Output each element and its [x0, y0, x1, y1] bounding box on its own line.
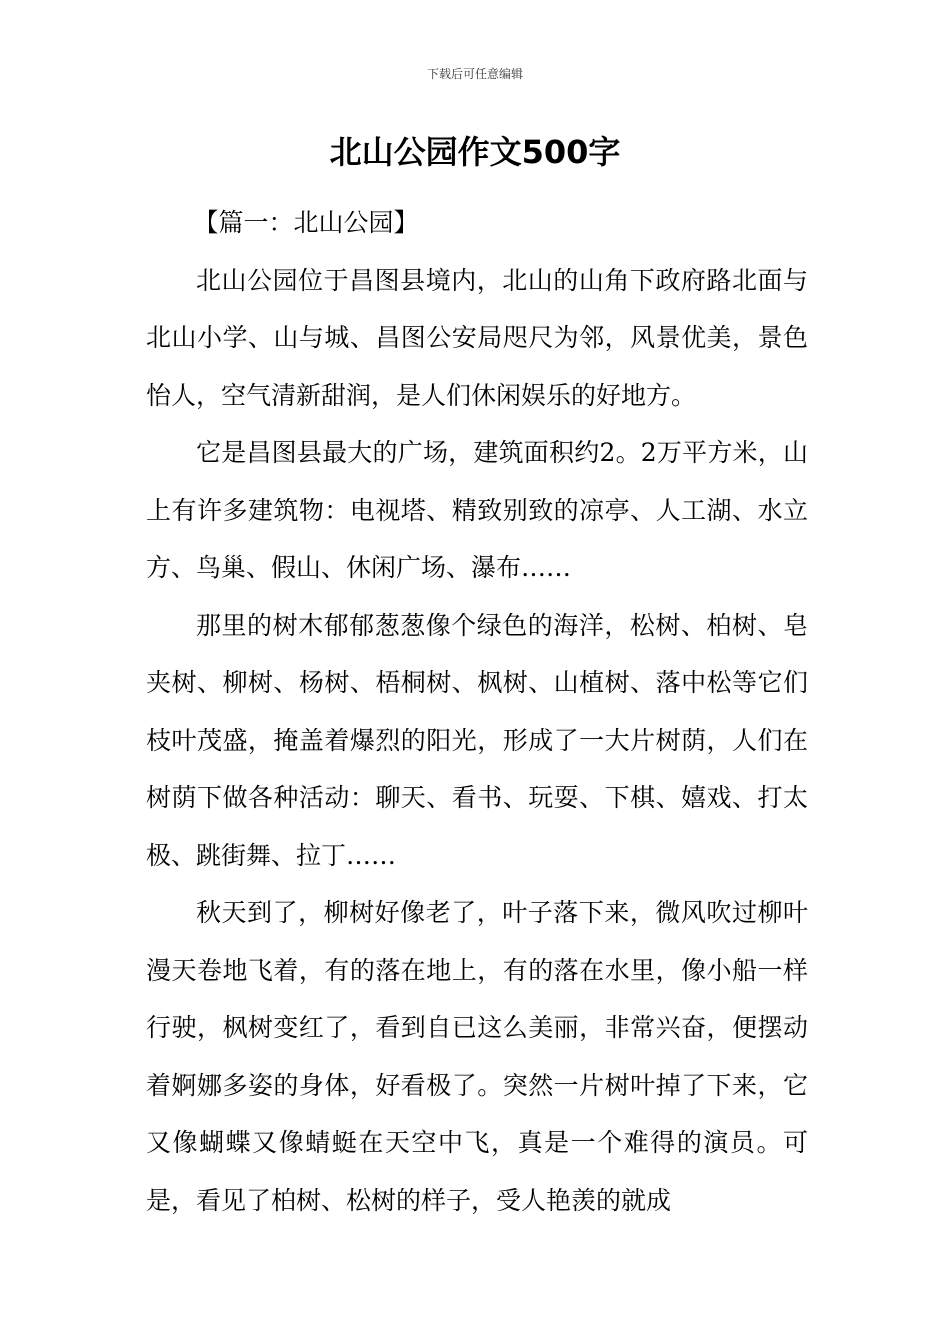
- paragraph-4: 秋天到了，柳树好像老了，叶子落下来，微风吹过柳叶漫天卷地飞着，有的落在地上，有的落在水里，像小船一样行驶，枫树变红了，看到自已这么美丽，非常兴奋，便摆动着婀娜多姿的身体，好看极了。突然一片树叶掉了下来，它又像蝴蝶又像蜻蜓在天空中飞，真是一个难得的演员。可是，看见了柏树、松树的样子，受人艳羡的就成: [146, 898, 808, 1215]
- paragraph-3: 那里的树木郁郁葱葱像个绿色的海洋，松树、柏树、皂夹树、柳树、杨树、梧桐树、枫树、山植树、落中松等它们枝叶茂盛，掩盖着爆烈的阳光，形成了一大片树荫，人们在树荫下做各种活动：聊天、看书、玩耍、下棋、嬉戏、打太极、跳街舞、拉丁……: [146, 610, 808, 870]
- document-title: 北山公园作文500字: [329, 133, 621, 171]
- paragraph-1: 北山公园位于昌图县境内，北山的山角下政府路北面与北山小学、山与城、昌图公安局咫尺为邻，风景优美，景色怡人，空气清新甜润，是人们休闲娱乐的好地方。: [146, 265, 808, 410]
- document-body: [146, 194, 808, 1229]
- section-heading: 【篇一：北山公园】: [193, 208, 419, 237]
- paragraph-2: 它是昌图县最大的广场，建筑面积约2。2万平方米，山上有许多建筑物：电视塔、精致别致的凉亭、人工湖、水立方、鸟巢、假山、休闲广场、瀑布……: [146, 438, 808, 582]
- header-note: 下载后可任意编辑: [426, 67, 523, 81]
